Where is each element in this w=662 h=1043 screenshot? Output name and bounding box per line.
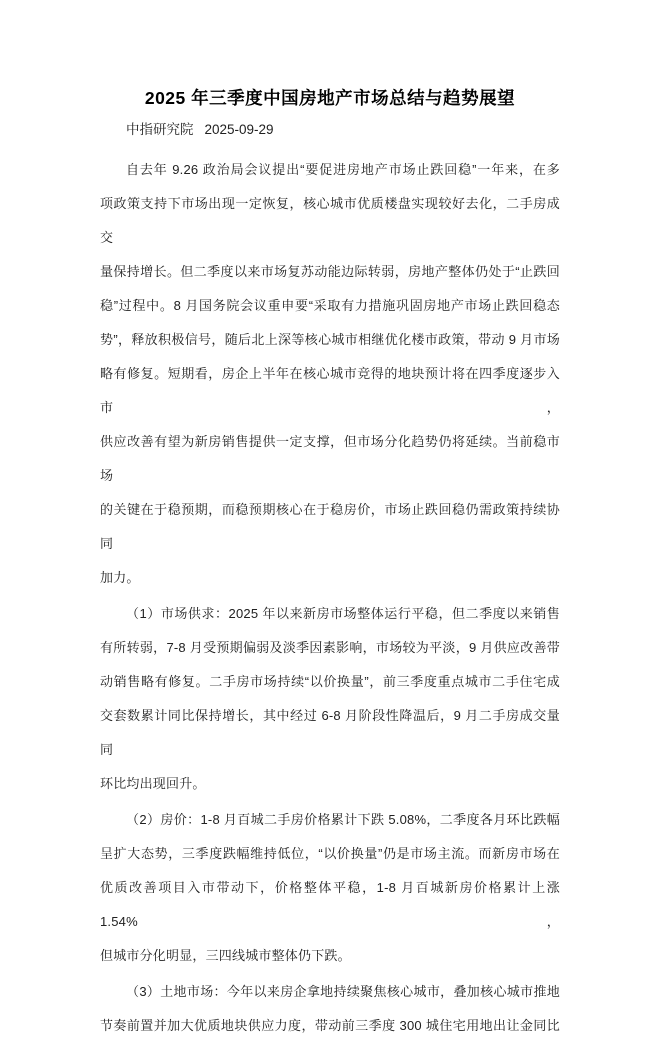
text-line: 的关键在于稳预期，而稳预期核心在于稳房价，市场止跌回稳仍需政策持续协同 bbox=[100, 502, 560, 551]
text-line: （3）土地市场：今年以来房企拿地持续聚焦核心城市，叠加核心城市推地 bbox=[126, 984, 560, 999]
byline bbox=[100, 113, 560, 147]
text-line: （1）市场供求：2025 年以来新房市场整体运行平稳，但二季度以来销售 bbox=[126, 606, 560, 621]
text-line: 略有修复。短期看，房企上半年在核心城市竞得的地块预计将在四季度逐步入市， bbox=[100, 366, 560, 415]
text-line: 量保持增长。但二季度以来市场复苏动能边际转弱，房地产整体仍处于“止跌回 bbox=[100, 264, 560, 279]
paragraph bbox=[100, 153, 560, 595]
text-line: 优质改善项目入市带动下，价格整体平稳，1-8 月百城新房价格累计上涨 1.54%， bbox=[100, 880, 560, 929]
text-line: 加力。 bbox=[100, 570, 140, 585]
text-line: 有所转弱，7-8 月受预期偏弱及淡季因素影响，市场较为平淡，9 月供应改善带 bbox=[100, 640, 560, 655]
text-line: 动销售略有修复。二手房市场持续“以价换量”，前三季度重点城市二手住宅成 bbox=[100, 674, 560, 689]
byline-date: 2025-09-29 bbox=[204, 122, 274, 137]
text-line: 但城市分化明显，三四线城市整体仍下跌。 bbox=[100, 948, 351, 963]
text-line: 稳”过程中。8 月国务院会议重申要“采取有力措施巩固房地产市场止跌回稳态 bbox=[100, 298, 560, 313]
text-line: 供应改善有望为新房销售提供一定支撑，但市场分化趋势仍将延续。当前稳市场 bbox=[100, 434, 560, 483]
document-title: 2025 年三季度中国房地产市场总结与趋势展望 bbox=[144, 88, 516, 108]
text-line: （2）房价：1-8 月百城二手房价格累计下跌 5.08%，二季度各月环比跌幅 bbox=[126, 812, 560, 827]
text-line: 势”，释放积极信号，随后北上深等核心城市相继优化楼市政策，带动 9 月市场 bbox=[100, 332, 560, 347]
text-line: 交套数累计同比保持增长，其中经过 6-8 月阶段性降温后，9 月二手房成交量同 bbox=[100, 708, 560, 757]
text-line: 环比均出现回升。 bbox=[100, 776, 206, 791]
text-line: 节奏前置并加大优质地块供应力度，带动前三季度 300 城住宅用地出让金同比 bbox=[100, 1018, 560, 1033]
document-body bbox=[100, 153, 560, 1043]
paragraph bbox=[100, 803, 560, 973]
text-line: 呈扩大态势，三季度跌幅维持低位，“以价换量”仍是市场主流。而新房市场在 bbox=[100, 846, 560, 861]
paragraph bbox=[100, 597, 560, 801]
byline-source: 中指研究院 bbox=[126, 122, 194, 137]
paragraph bbox=[100, 975, 560, 1043]
text-line: 自去年 9.26 政治局会议提出“要促进房地产市场止跌回稳”一年来，在多 bbox=[126, 162, 560, 177]
text-line: 项政策支持下市场出现一定恢复，核心城市优质楼盘实现较好去化，二手房成交 bbox=[100, 196, 560, 245]
